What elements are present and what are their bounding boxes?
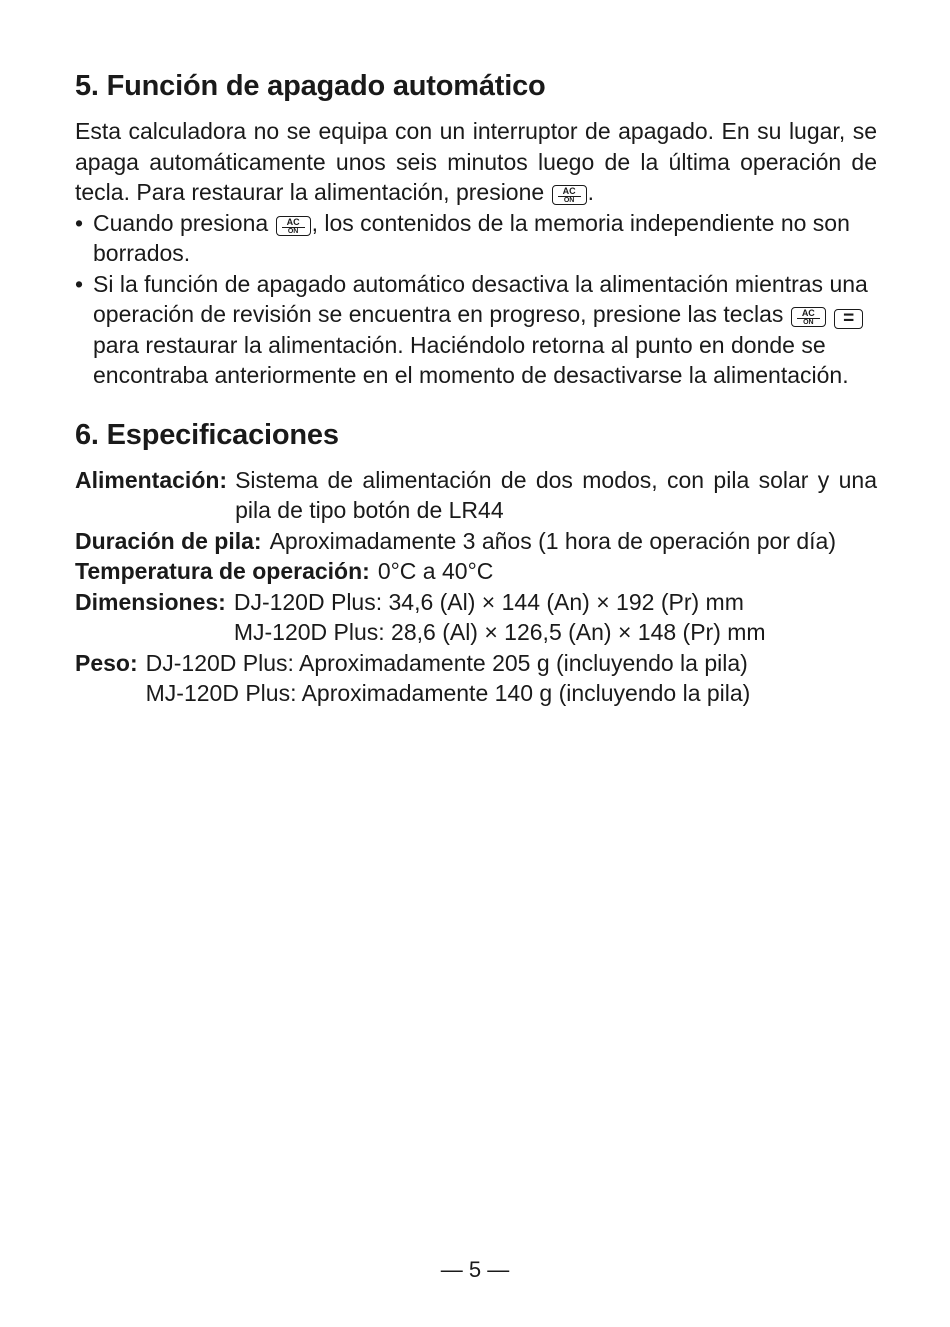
spec-row-weight [75, 648, 877, 709]
spec-line: MJ-120D Plus: Aproximadamente 140 g (incluyendo la pila) [145, 680, 751, 706]
spec-label: Peso: [75, 649, 138, 676]
page-content [75, 66, 877, 709]
spec-label: Temperatura de operación: [75, 558, 370, 584]
section-5-title: 5. Función de apagado automático [75, 70, 546, 102]
equals-key-icon: = [834, 309, 863, 329]
spec-line: DJ-120D Plus: Aproximadamente 205 g (incluyendo la pila) [145, 649, 748, 676]
spec-label: Duración de pila: [75, 527, 262, 554]
spec-label: Dimensiones: [75, 588, 226, 615]
spec-row-power [75, 465, 877, 526]
ac-on-key-icon: AC ON [552, 185, 587, 205]
spec-value: 0°C a 40°C [377, 558, 494, 584]
section-5-bullets [75, 208, 877, 391]
bullet-item: • Cuando presiona AC ON , los contenidos de la memoria independiente no son borrados. [75, 208, 877, 269]
section-6-title: 6. Especificaciones [75, 418, 339, 451]
bullet-item: • Si la función de apagado automático desactiva la alimentación mientras una operación de revisión se encuentra en progreso, presione las teclas AC ON = para restaurar la alimentación. Haciéndolo retorna al punto en donde se encontraba anteriormente en el momento de desactivarse la alimentación. [75, 269, 877, 391]
spec-list [75, 465, 877, 709]
spec-line: MJ-120D Plus: 28,6 (Al) × 126,5 (An) × 148 (Pr) mm [233, 619, 766, 645]
page-number: — 5 — [440, 1257, 510, 1282]
spec-value: Sistema de alimentación de dos modos, con pila solar y una pila de tipo botón de LR44 [235, 466, 877, 523]
spec-row-temperature [75, 556, 877, 587]
section-5-intro: Esta calculadora no se equipa con un interruptor de apagado. En su lugar, se apaga automáticamente unos seis minutos luego de la última operación de tecla. Para restaurar la alimentación, presione AC ON . [75, 118, 877, 205]
ac-on-key-icon: AC ON [276, 216, 311, 236]
spec-value: Aproximadamente 3 años (1 hora de operación por día) [269, 527, 836, 554]
spec-value [146, 648, 877, 709]
spec-label: Alimentación: [75, 466, 228, 493]
spec-value [234, 587, 877, 648]
ac-on-key-icon: AC ON [791, 307, 826, 327]
intro-text: Esta calculadora no se equipa con un interruptor de apagado. En su lugar, se apaga automáticamente unos seis minutos luego de la última operación de tecla. Para restaurar la alimentación, presione [75, 118, 877, 205]
spec-line: DJ-120D Plus: 34,6 (Al) × 144 (An) × 192 (Pr) mm [233, 588, 744, 615]
spec-row-battery-life [75, 526, 877, 557]
spec-row-dimensions [75, 587, 877, 648]
